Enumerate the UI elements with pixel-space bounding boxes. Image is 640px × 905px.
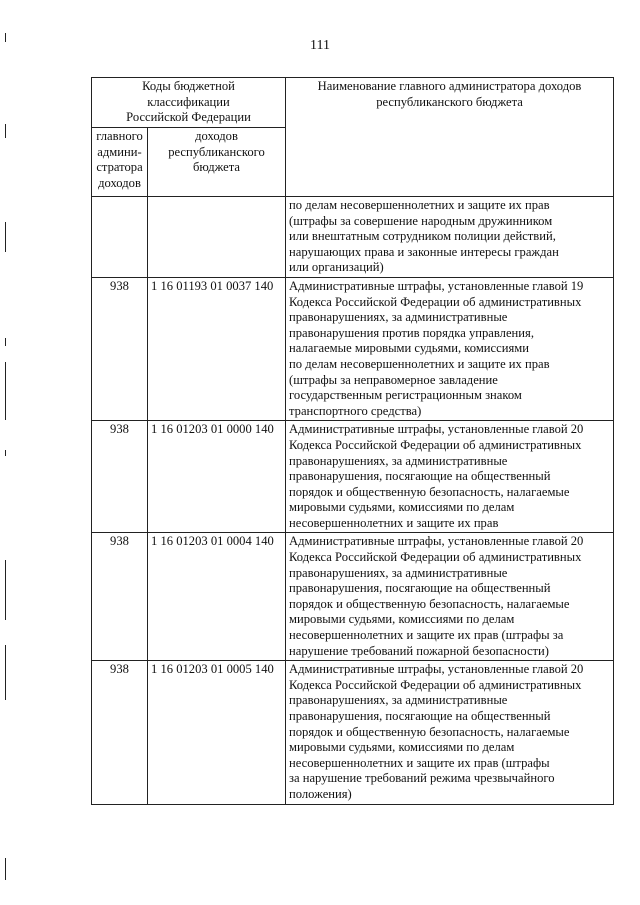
header-line: бюджета [193, 160, 240, 175]
header-line: Российской Федерации [126, 110, 251, 125]
description-cell [286, 661, 614, 804]
description-line: правонарушениях, за административные [289, 565, 508, 580]
description-line: Административные штрафы, установленные главой 19 [289, 278, 584, 293]
description-line: (штрафы за совершение народным дружинником [289, 213, 553, 228]
description-line: мировыми судьями, комиссиями по делам [289, 612, 515, 627]
page-number: 111 [310, 38, 330, 53]
budget-code-cell: 1 16 01193 01 0037 140 [148, 277, 286, 420]
description-line: несовершеннолетних и защите их прав (штрафы [289, 755, 550, 770]
scan-margin-mark [5, 858, 6, 880]
description-line: нарушение требований пожарной безопасности) [289, 643, 549, 658]
table-row [92, 533, 614, 661]
header-line: главного [96, 129, 143, 143]
description-line: правонарушения, посягающие на общественный [289, 709, 551, 723]
header-name-column [286, 78, 614, 197]
description-line: Кодекса Российской Федерации об административных [289, 550, 582, 565]
description-line: Кодекса Российской Федерации об административных [289, 294, 582, 309]
header-line: республиканского [168, 144, 265, 159]
budget-code-cell: 1 16 01203 01 0004 140 [148, 533, 286, 661]
header-line: Наименование главного администратора доходов [317, 79, 582, 93]
admin-code-cell: 938 [92, 277, 148, 420]
scan-margin-mark [5, 560, 6, 620]
header-line: админи- [97, 144, 142, 159]
admin-code-cell: 938 [92, 661, 148, 804]
description-line: (штрафы за неправомерное завладение [289, 372, 498, 387]
description-line: правонарушения, посягающие на общественный [289, 581, 551, 596]
description-line: порядок и общественную безопасность, налагаемые [289, 724, 570, 739]
description-cell [286, 533, 614, 661]
header-codes-group [92, 78, 286, 128]
header-line: классификации [147, 94, 230, 109]
description-line: несовершеннолетних и защите их прав [289, 515, 499, 530]
scan-margin-mark [5, 362, 6, 420]
description-line: или организаций) [289, 260, 384, 275]
description-line: несовершеннолетних и защите их прав (штрафы за [289, 628, 564, 643]
description-cell [286, 277, 614, 420]
admin-code-cell [92, 197, 148, 278]
header-line: доходов [98, 175, 141, 190]
description-line: порядок и общественную безопасность, налагаемые [289, 484, 570, 499]
header-income-column [148, 128, 286, 197]
budget-code-cell: 1 16 01203 01 0000 140 [148, 421, 286, 533]
table-row [92, 661, 614, 804]
description-line: Административные штрафы, установленные главой 20 [289, 534, 584, 549]
scan-margin-mark [5, 124, 6, 138]
description-line: правонарушения, посягающие на общественный [289, 469, 551, 484]
description-line: порядок и общественную безопасность, налагаемые [289, 596, 570, 611]
table-row [92, 197, 614, 278]
description-line: за нарушение требований режима чрезвычайного [289, 771, 555, 786]
header-line: доходов [195, 129, 238, 143]
admin-code-cell: 938 [92, 533, 148, 661]
description-line: мировыми судьями, комиссиями по делам [289, 500, 515, 515]
header-admin-column [92, 128, 148, 197]
scan-margin-mark [5, 450, 6, 456]
budget-code-cell: 1 16 01203 01 0005 140 [148, 661, 286, 804]
description-line: Административные штрафы, установленные главой 20 [289, 662, 584, 677]
description-line: нарушающих права и законные интересы граждан [289, 244, 559, 259]
description-line: или внештатным сотрудником полиции действий, [289, 229, 556, 244]
description-line: правонарушениях, за административные [289, 693, 508, 708]
admin-code-cell: 938 [92, 421, 148, 533]
description-line: правонарушениях, за административные [289, 453, 508, 468]
description-line: правонарушения против порядка управления, [289, 325, 534, 340]
description-line: налагаемые мировыми судьями, комиссиями [289, 341, 529, 356]
description-line: правонарушениях, за административные [289, 310, 508, 325]
table-row [92, 277, 614, 420]
description-line: положения) [289, 786, 352, 801]
description-line: Кодекса Российской Федерации об административных [289, 437, 582, 452]
scan-margin-mark [5, 645, 6, 700]
budget-classification-table [91, 77, 614, 805]
header-line: республиканского бюджета [376, 94, 523, 109]
scan-margin-mark [5, 222, 6, 252]
description-line: по делам несовершеннолетних и защите их прав [289, 356, 550, 371]
description-cell [286, 197, 614, 278]
header-line: Коды бюджетной [142, 79, 235, 93]
scan-margin-mark [5, 338, 6, 346]
description-line: Административные штрафы, установленные главой 20 [289, 422, 584, 437]
table-row [92, 421, 614, 533]
table-header-row [92, 78, 614, 128]
budget-code-cell [148, 197, 286, 278]
description-line: мировыми судьями, комиссиями по делам [289, 740, 515, 755]
description-line: Кодекса Российской Федерации об административных [289, 677, 582, 692]
description-line: по делам несовершеннолетних и защите их прав [289, 198, 550, 212]
description-line: транспортного средства) [289, 403, 422, 418]
description-line: государственным регистрационным знаком [289, 388, 522, 403]
header-line: стратора [96, 160, 143, 175]
scan-margin-mark [5, 33, 6, 42]
description-cell [286, 421, 614, 533]
